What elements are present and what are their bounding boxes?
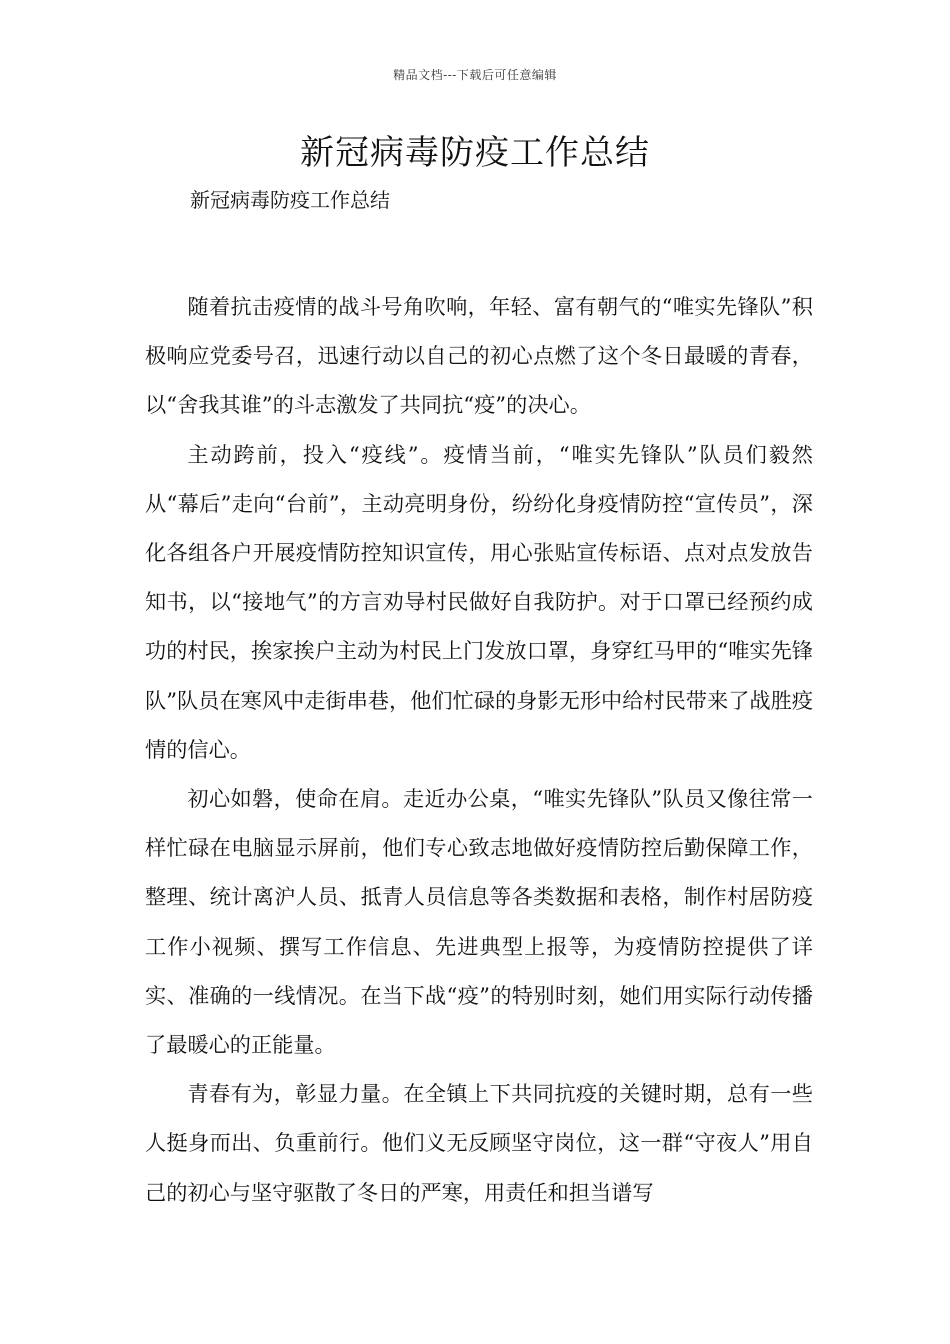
document-title: 新冠病毒防疫工作总结 [300, 133, 650, 173]
paragraph-youth: 青春有为，彰显力量。在全镇上下共同抗疫的关键时期，总有一些人挺身而出、负重前行。他们义无反顾坚守岗位，这一群“守夜人”用自己的初心与坚守驱散了冬日的严寒，用责任和担当谱写 [145, 1081, 813, 1205]
paragraph-intro: 随着抗击疫情的战斗号角吹响，年轻、富有朝气的“唯实先锋队”积极响应党委号召，迅速行动以自己的初心点燃了这个冬日最暖的青春，以“舍我其谁”的斗志激发了共同抗“疫”的决心。 [145, 294, 813, 418]
document-subtitle: 新冠病毒防疫工作总结 [190, 188, 390, 212]
document-body [145, 282, 813, 1217]
paragraph-mission: 初心如磐，使命在肩。走近办公桌，“唯实先锋队”队员又像往常一样忙碌在电脑显示屏前，他们专心致志地做好疫情防控后勤保障工作，整理、统计离沪人员、抵青人员信息等各类数据和表格，制作村居防疫工作小视频、撰写工作信息、先进典型上报等，为疫情防控提供了详实、准确的一线情况。在当下战“疫”的特别时刻，她们用实际行动传播了最暖心的正能量。 [145, 786, 813, 1058]
header-note: 精品文档---下载后可任意编辑 [393, 68, 557, 82]
paragraph-frontline: 主动跨前，投入“疫线”。疫情当前，“唯实先锋队”队员们毅然从“幕后”走向“台前”，主动亮明身份，纷纷化身疫情防控“宣传员”，深化各组各户开展疫情防控知识宣传，用心张贴宣传标语、点对点发放告知书，以“接地气”的方言劝导村民做好自我防护。对于口罩已经预约成功的村民，挨家挨户主动为村民上门发放口罩，身穿红马甲的“唯实先锋队”队员在寒风中走街串巷，他们忙碌的身影无形中给村民带来了战胜疫情的信心。 [145, 441, 813, 762]
